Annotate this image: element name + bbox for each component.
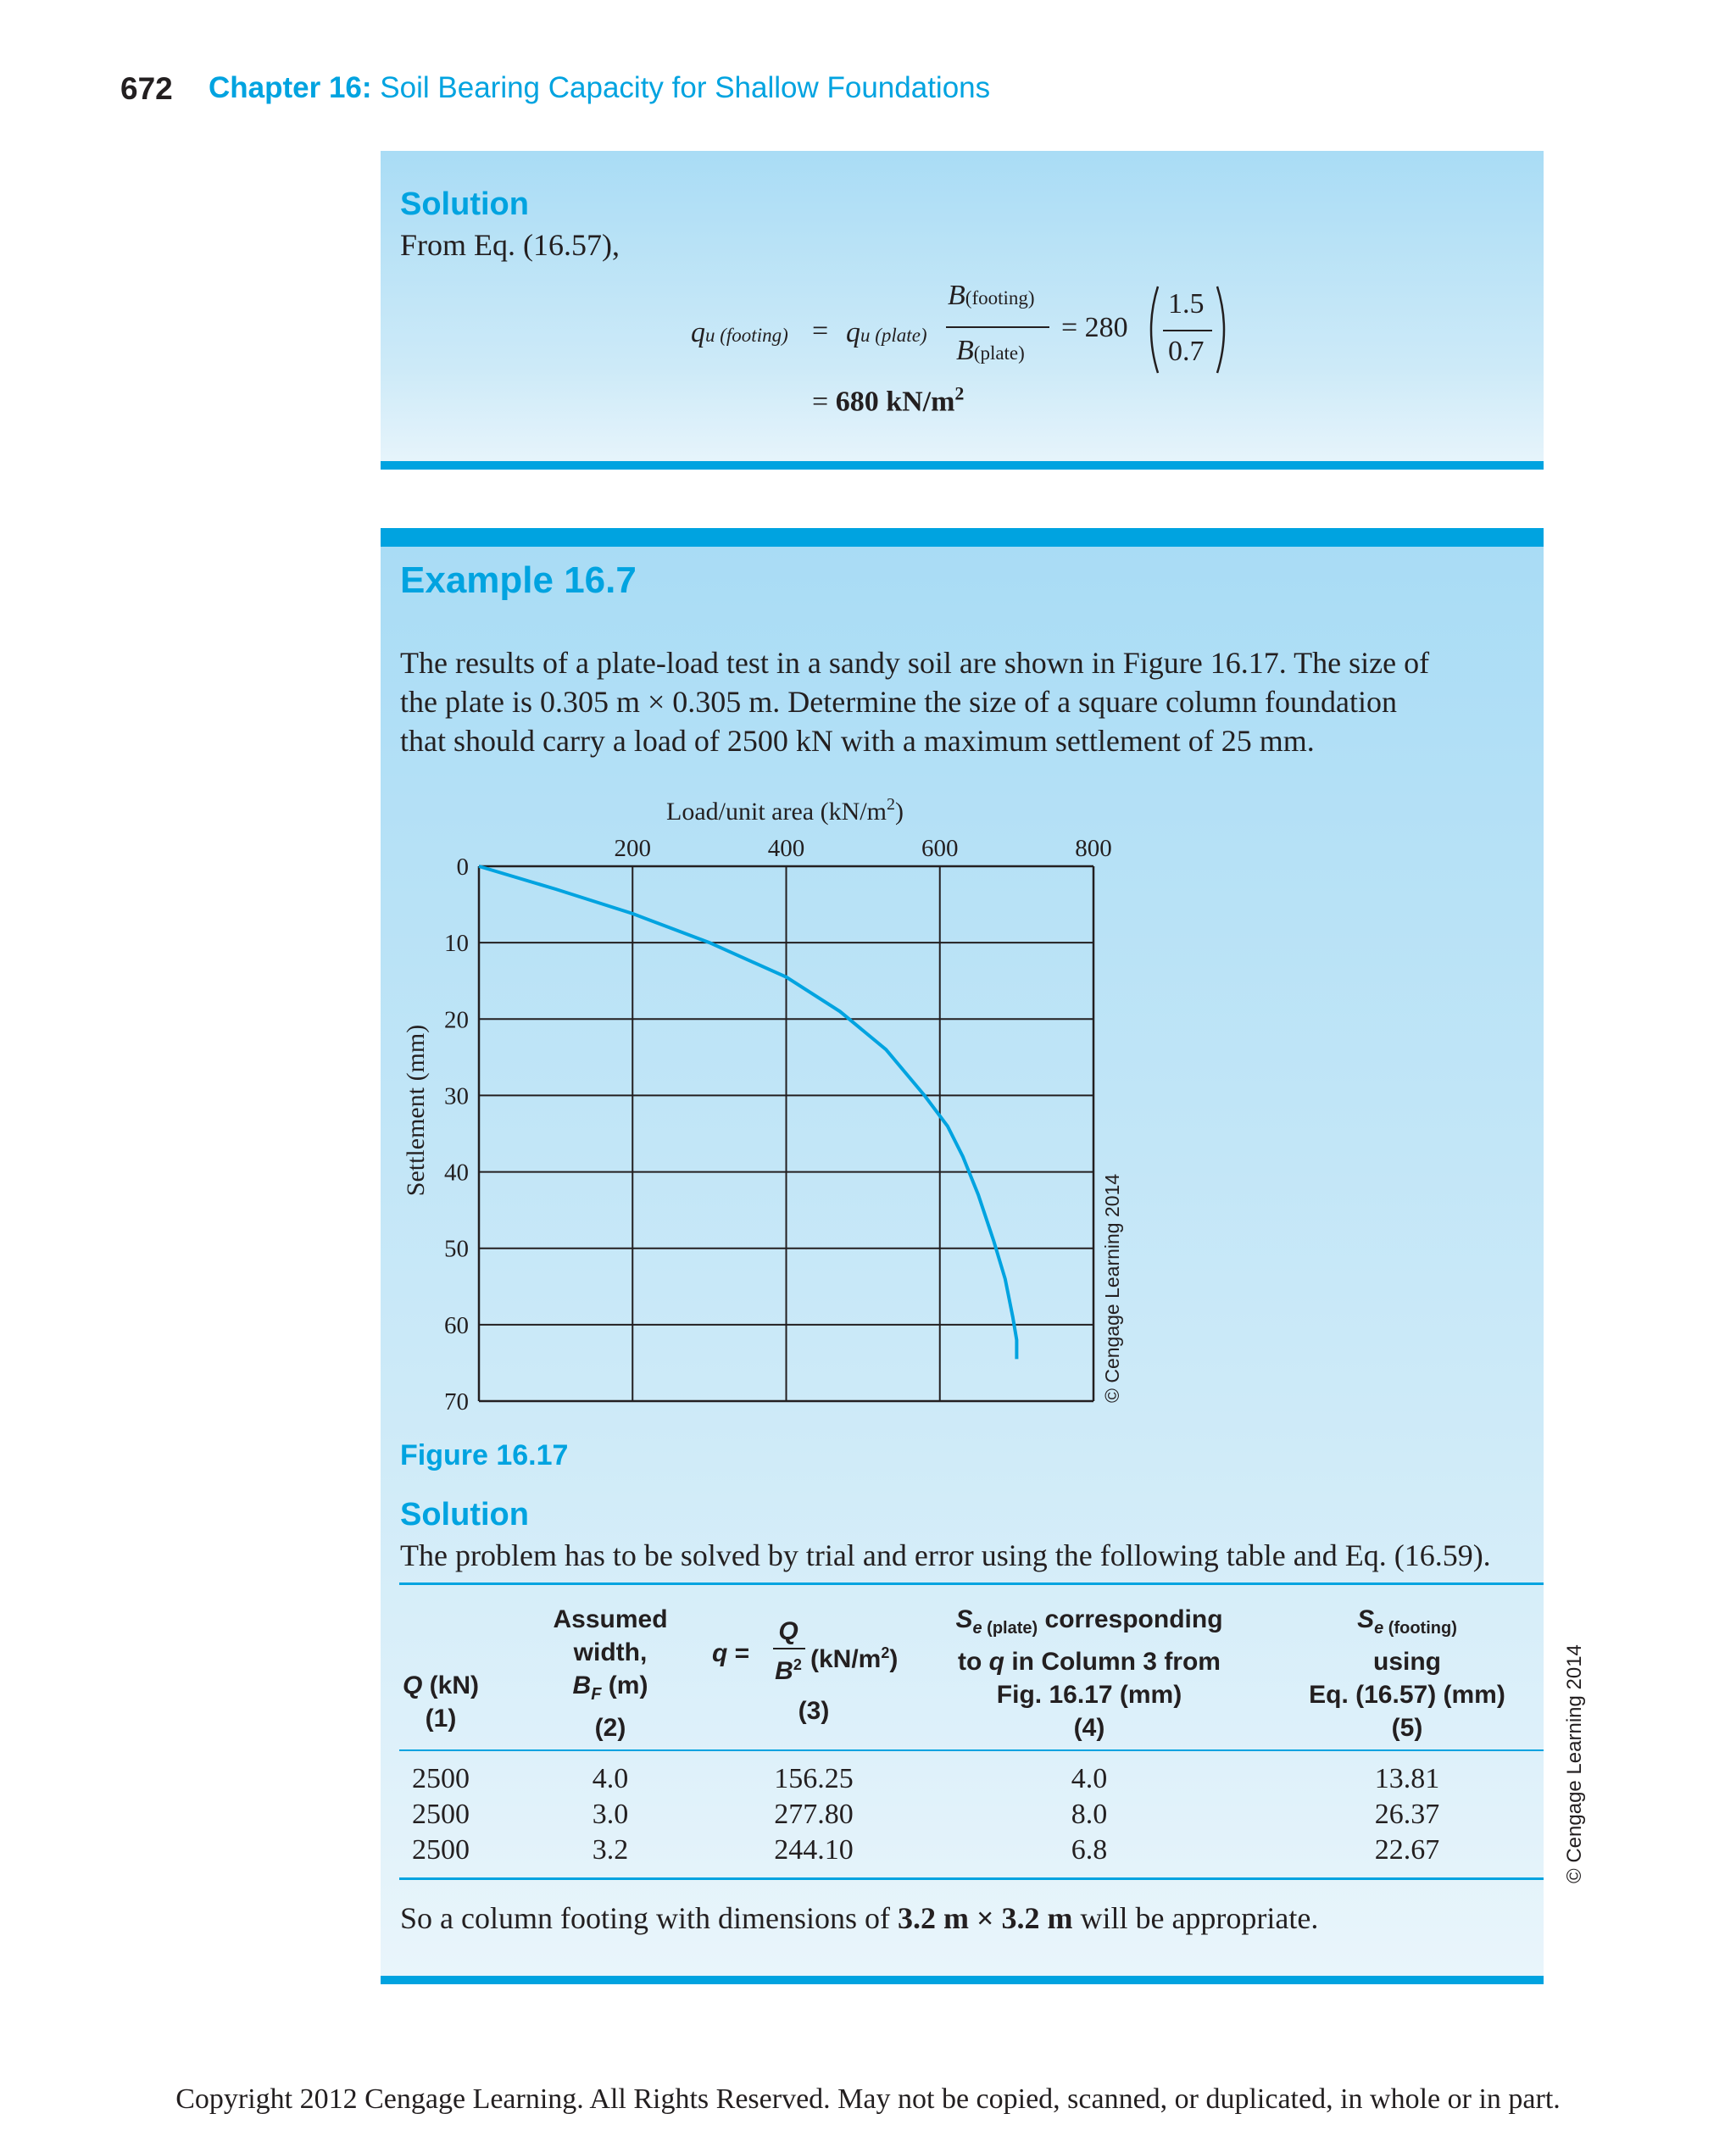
table-header-col5: $S_{e (footing)}$ using Eq. (16.57) (mm) (5): [1309, 1605, 1505, 1742]
x-tick-label: 400: [767, 835, 805, 862]
table-bottom-rule: [399, 1877, 1544, 1880]
conclusion: So a column footing with dimensions of 3.2 m × 3.2 m will be appropriate.: [400, 1901, 1319, 1935]
eq-paren-numerator: 1.5: [1168, 288, 1205, 320]
chapter-label: Chapter 16:: [209, 71, 372, 104]
problem-line: that should carry a load of 2500 kN with a maximum settlement of 25 mm.: [400, 724, 1315, 758]
example-title: Example 16.7: [400, 559, 637, 601]
chart-ticks: [444, 835, 1112, 1416]
eq-paren-denominator: 0.7: [1168, 336, 1205, 367]
table-header-col4: $S_{e (plate)}$ corresponding to q in Column 3 from Fig. 16.17 (mm) (4): [955, 1605, 1223, 1742]
chapter-title: Soil Bearing Capacity for Shallow Foundations: [380, 71, 991, 104]
figure-label: Figure 16.17: [400, 1439, 569, 1471]
table-header-col1: Q (kN) (1): [402, 1671, 479, 1733]
load-settlement-curve: [479, 866, 1016, 1359]
solution2-heading: Solution: [400, 1497, 529, 1532]
problem-line: the plate is 0.305 m × 0.305 m. Determine the size of a square column foundation: [400, 685, 1398, 719]
copyright-footer: Copyright 2012 Cengage Learning. All Rights Reserved. May not be copied, scanned, or duplicated, in whole or in part.: [175, 2083, 1561, 2115]
y-tick-label: 60: [444, 1311, 469, 1339]
y-tick-label: 70: [444, 1388, 469, 1416]
table-header-rule: [399, 1749, 1544, 1751]
chart-grid: [479, 866, 1093, 1401]
y-axis-label: Settlement (mm): [402, 1024, 430, 1197]
eq-equals-280: = 280: [1061, 312, 1128, 343]
solution-intro: From Eq. (16.57),: [400, 228, 620, 262]
eq-result: = 680 $kN/m^2$: [812, 383, 965, 418]
y-tick-label: 0: [456, 854, 469, 881]
y-tick-label: 20: [444, 1006, 469, 1034]
table-credit: © Cengage Learning 2014: [1563, 1644, 1586, 1883]
x-axis-label: Load/unit area $(kN/m^2)$: [666, 795, 904, 826]
eq-numerator: B(footing): [948, 280, 1035, 311]
y-tick-label: 50: [444, 1235, 469, 1263]
x-tick-label: 800: [1075, 835, 1112, 862]
eq-mid: qu (plate): [846, 317, 927, 348]
x-tick-label: 200: [614, 835, 651, 862]
table-header-col2: Assumed width, $B_F$ (m) (2): [553, 1605, 668, 1742]
chart-credit: © Cengage Learning 2014: [1101, 1173, 1123, 1403]
page-number: 672: [120, 71, 173, 106]
solution-heading: Solution: [400, 186, 529, 222]
eq-equals-1: =: [812, 315, 829, 347]
eq-denominator: B(plate): [956, 335, 1025, 366]
problem-line: The results of a plate-load test in a sandy soil are shown in Figure 16.17. The size of: [400, 646, 1430, 680]
table-header-col3: q = Q $B^2$ $(kN/m^2)$ (3): [712, 1617, 899, 1725]
y-tick-label: 30: [444, 1082, 469, 1110]
solution2-intro: The problem has to be solved by trial and error using the following table and Eq. (16.59).: [400, 1538, 1491, 1572]
eq-lhs: qu (footing): [691, 317, 788, 348]
table-top-rule: [399, 1582, 1544, 1585]
y-tick-label: 40: [444, 1159, 469, 1187]
y-tick-label: 10: [444, 930, 469, 958]
x-tick-label: 600: [921, 835, 959, 862]
